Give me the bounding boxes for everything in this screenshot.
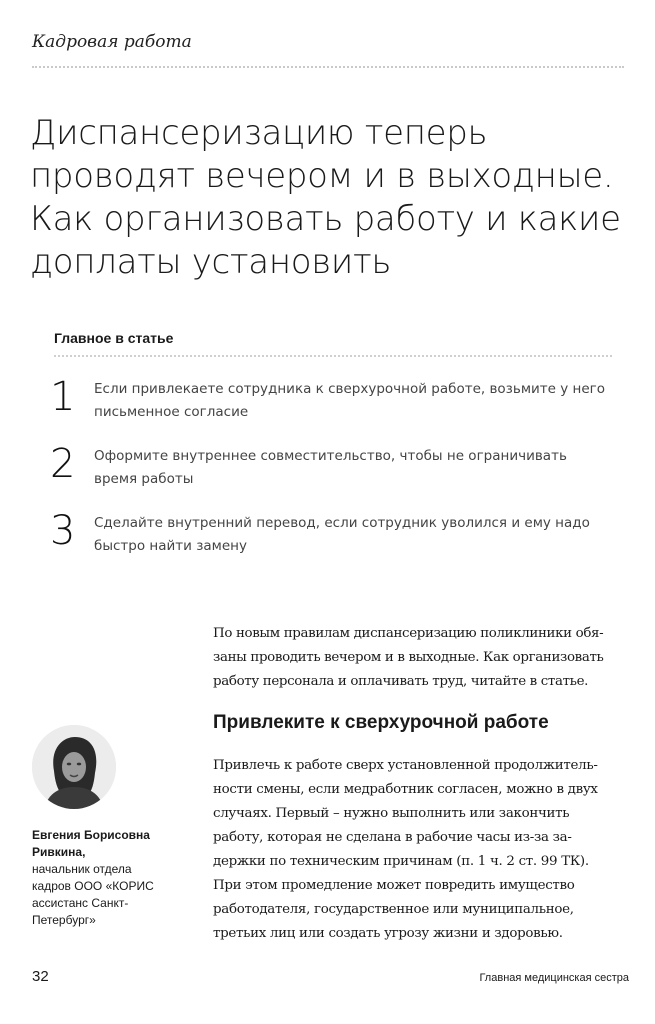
summary-line: Оформите внутреннее совместительство, чтобы не ограничивать	[94, 448, 567, 464]
lead-paragraph	[213, 622, 633, 694]
author-role	[32, 861, 192, 929]
author-name-line: Евгения Борисовна	[32, 828, 150, 842]
summary-line: Если привлекаете сотрудника к сверхурочной работе, возьмите у него	[94, 381, 606, 397]
title-line: доплаты установить	[30, 242, 392, 282]
summary-line: Сделайте внутренний перевод, если сотрудник уволился и ему надо	[94, 515, 590, 531]
summary-item-text	[94, 445, 614, 491]
title-line: проводят вечером и в выходные.	[30, 156, 614, 196]
author-photo	[32, 725, 116, 809]
summary-item-number: 2	[50, 441, 76, 487]
body-line: При этом промедление может повредить имущество	[213, 878, 575, 893]
title-line: Диспансеризацию теперь	[30, 113, 488, 153]
author-name	[32, 827, 192, 861]
lead-line: работу персонала и оплачивать труд, читайте в статье.	[213, 674, 589, 689]
body-line: работу, которая не сделана в рабочие часы из-за за-	[213, 830, 572, 845]
body-line: Привлечь к работе сверх установленной продолжитель-	[213, 758, 598, 773]
author-role-line: Петербург»	[32, 913, 96, 927]
body-line: ности смены, если медработник согласен, можно в двух	[213, 782, 598, 797]
title-line: Как организовать работу и какие	[30, 199, 621, 239]
body-line: держки по техническим причинам (п. 1 ч. 2 ст. 99 ТК).	[213, 854, 589, 869]
summary-item-text	[94, 512, 614, 558]
summary-divider	[54, 355, 612, 357]
summary-item-number: 3	[50, 508, 76, 554]
summary-item-text	[94, 378, 614, 424]
journal-name: Главная медицинская сестра	[479, 972, 629, 984]
author-role-line: кадров ООО «КОРИС	[32, 879, 154, 893]
summary-line: время работы	[94, 471, 194, 487]
body-line: случаях. Первый – нужно выполнить или закончить	[213, 806, 570, 821]
page-number: 32	[32, 968, 49, 985]
body-paragraph	[213, 754, 633, 946]
summary-item	[50, 376, 620, 436]
summary-item	[50, 510, 620, 570]
article-title	[30, 112, 640, 284]
summary-heading: Главное в статье	[54, 330, 174, 346]
body-line: работодателя, государственное или муниципальное,	[213, 902, 574, 917]
lead-line: По новым правилам диспансеризацию поликлиники обя-	[213, 626, 604, 641]
lead-line: заны проводить вечером и в выходные. Как организовать	[213, 650, 604, 665]
body-line: третьих лиц или создать угрозу жизни и здоровью.	[213, 926, 563, 941]
summary-item-number: 1	[50, 374, 76, 420]
summary-line: письменное согласие	[94, 404, 249, 420]
author-name-line: Ривкина,	[32, 845, 86, 859]
section-label: Кадровая работа	[32, 32, 192, 52]
author-portrait-icon	[32, 725, 116, 809]
section-subheading: Привлеките к сверхурочной работе	[213, 712, 549, 733]
summary-line: быстро найти замену	[94, 538, 247, 554]
summary-item	[50, 443, 620, 503]
header-divider	[32, 66, 624, 68]
author-role-line: ассистанс Санкт-	[32, 896, 129, 910]
author-role-line: начальник отдела	[32, 862, 132, 876]
